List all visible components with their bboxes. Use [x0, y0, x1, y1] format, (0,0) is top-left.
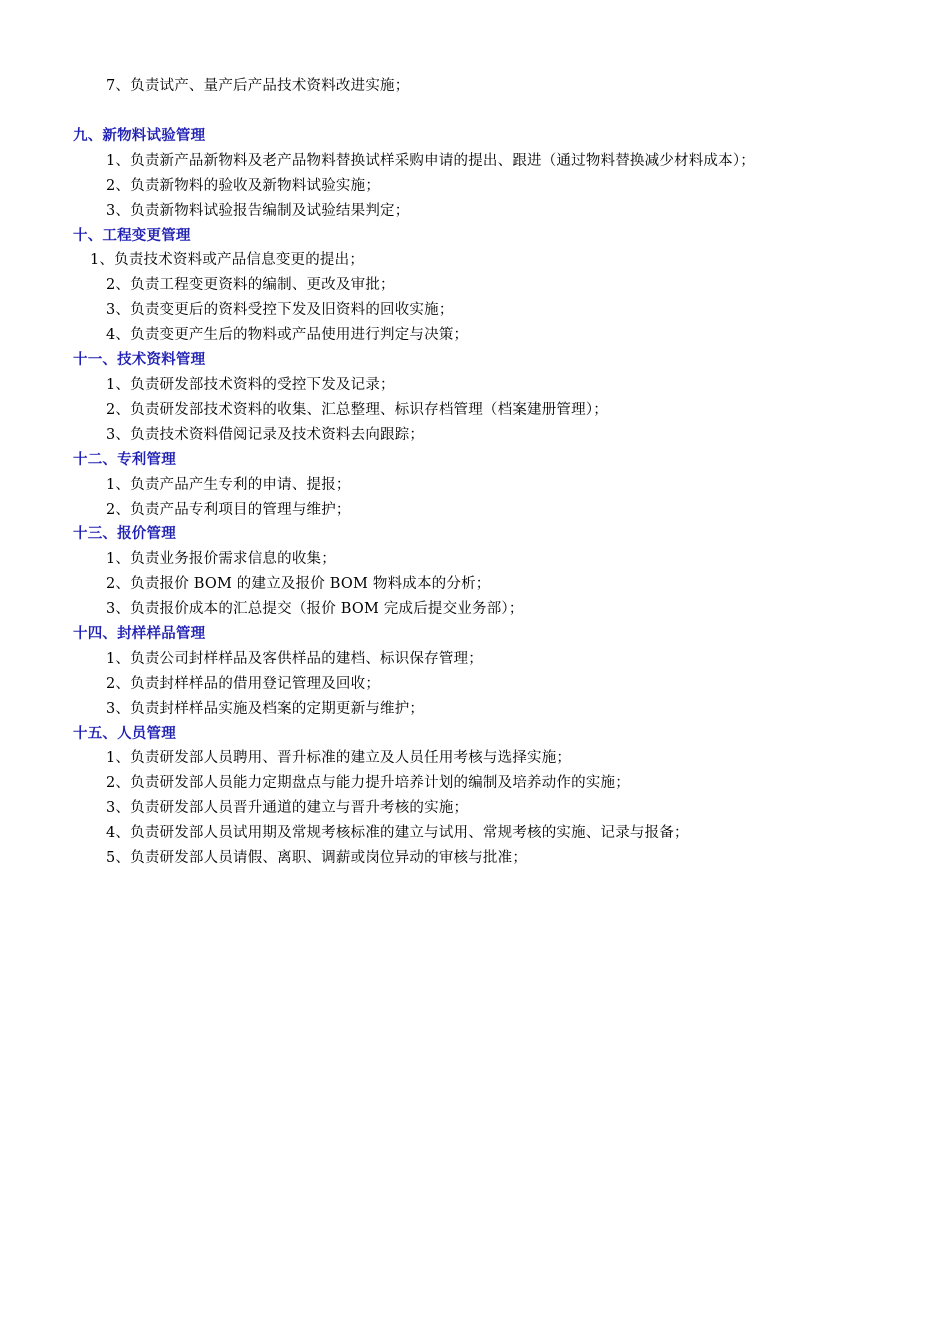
list-item: 1、负责研发部技术资料的受控下发及记录；: [106, 377, 395, 393]
list-item: 3、负责封样样品实施及档案的定期更新与维护；: [106, 701, 425, 717]
section-heading-9: 九、新物料试验管理: [73, 128, 206, 144]
list-item: 2、负责新物料的验收及新物料试验实施；: [106, 178, 381, 194]
list-item: 2、负责研发部人员能力定期盘点与能力提升培养计划的编制及培养动作的实施；: [106, 775, 630, 791]
section-heading-13: 十三、报价管理: [73, 526, 176, 542]
list-item: 2、负责工程变更资料的编制、更改及审批；: [106, 277, 395, 293]
list-item: 5、负责研发部人员请假、离职、调薪或岗位异动的审核与批准；: [106, 850, 528, 866]
list-item: 1、负责新产品新物料及老产品物料替换试样采购申请的提出、跟进（通过物料替换减少材料成本）；: [106, 153, 755, 169]
list-item: 7、负责试产、量产后产品技术资料改进实施；: [106, 78, 410, 94]
list-item: 3、负责研发部人员晋升通道的建立与晋升考核的实施；: [106, 800, 469, 816]
list-item: 1、负责业务报价需求信息的收集；: [106, 551, 336, 567]
list-item: 4、负责研发部人员试用期及常规考核标准的建立与试用、常规考核的实施、记录与报备；: [106, 825, 689, 841]
list-item: 3、负责新物料试验报告编制及试验结果判定；: [106, 203, 410, 219]
list-item: 2、负责报价 BOM 的建立及报价 BOM 物料成本的分析；: [106, 576, 491, 592]
list-item: 4、负责变更产生后的物料或产品使用进行判定与决策；: [106, 327, 469, 343]
section-heading-10: 十、工程变更管理: [73, 228, 191, 244]
list-item: 1、负责产品产生专利的申请、提报；: [106, 477, 351, 493]
list-item: 2、负责研发部技术资料的收集、汇总整理、标识存档管理（档案建册管理）；: [106, 402, 608, 418]
section-heading-14: 十四、封样样品管理: [73, 626, 206, 642]
list-item: 1、负责技术资料或产品信息变更的提出；: [90, 252, 365, 268]
list-item: 3、负责报价成本的汇总提交（报价 BOM 完成后提交业务部）；: [106, 601, 524, 617]
list-item: 2、负责产品专利项目的管理与维护；: [106, 502, 351, 518]
list-item: 3、负责技术资料借阅记录及技术资料去向跟踪；: [106, 427, 425, 443]
section-heading-11: 十一、技术资料管理: [73, 352, 206, 368]
list-item: 1、负责公司封样样品及客供样品的建档、标识保存管理；: [106, 651, 483, 667]
list-item: 1、负责研发部人员聘用、晋升标准的建立及人员任用考核与选择实施；: [106, 750, 572, 766]
list-item: 2、负责封样样品的借用登记管理及回收；: [106, 676, 381, 692]
section-heading-12: 十二、专利管理: [73, 452, 176, 468]
list-item: 3、负责变更后的资料受控下发及旧资料的回收实施；: [106, 302, 454, 318]
section-heading-15: 十五、人员管理: [73, 726, 176, 742]
